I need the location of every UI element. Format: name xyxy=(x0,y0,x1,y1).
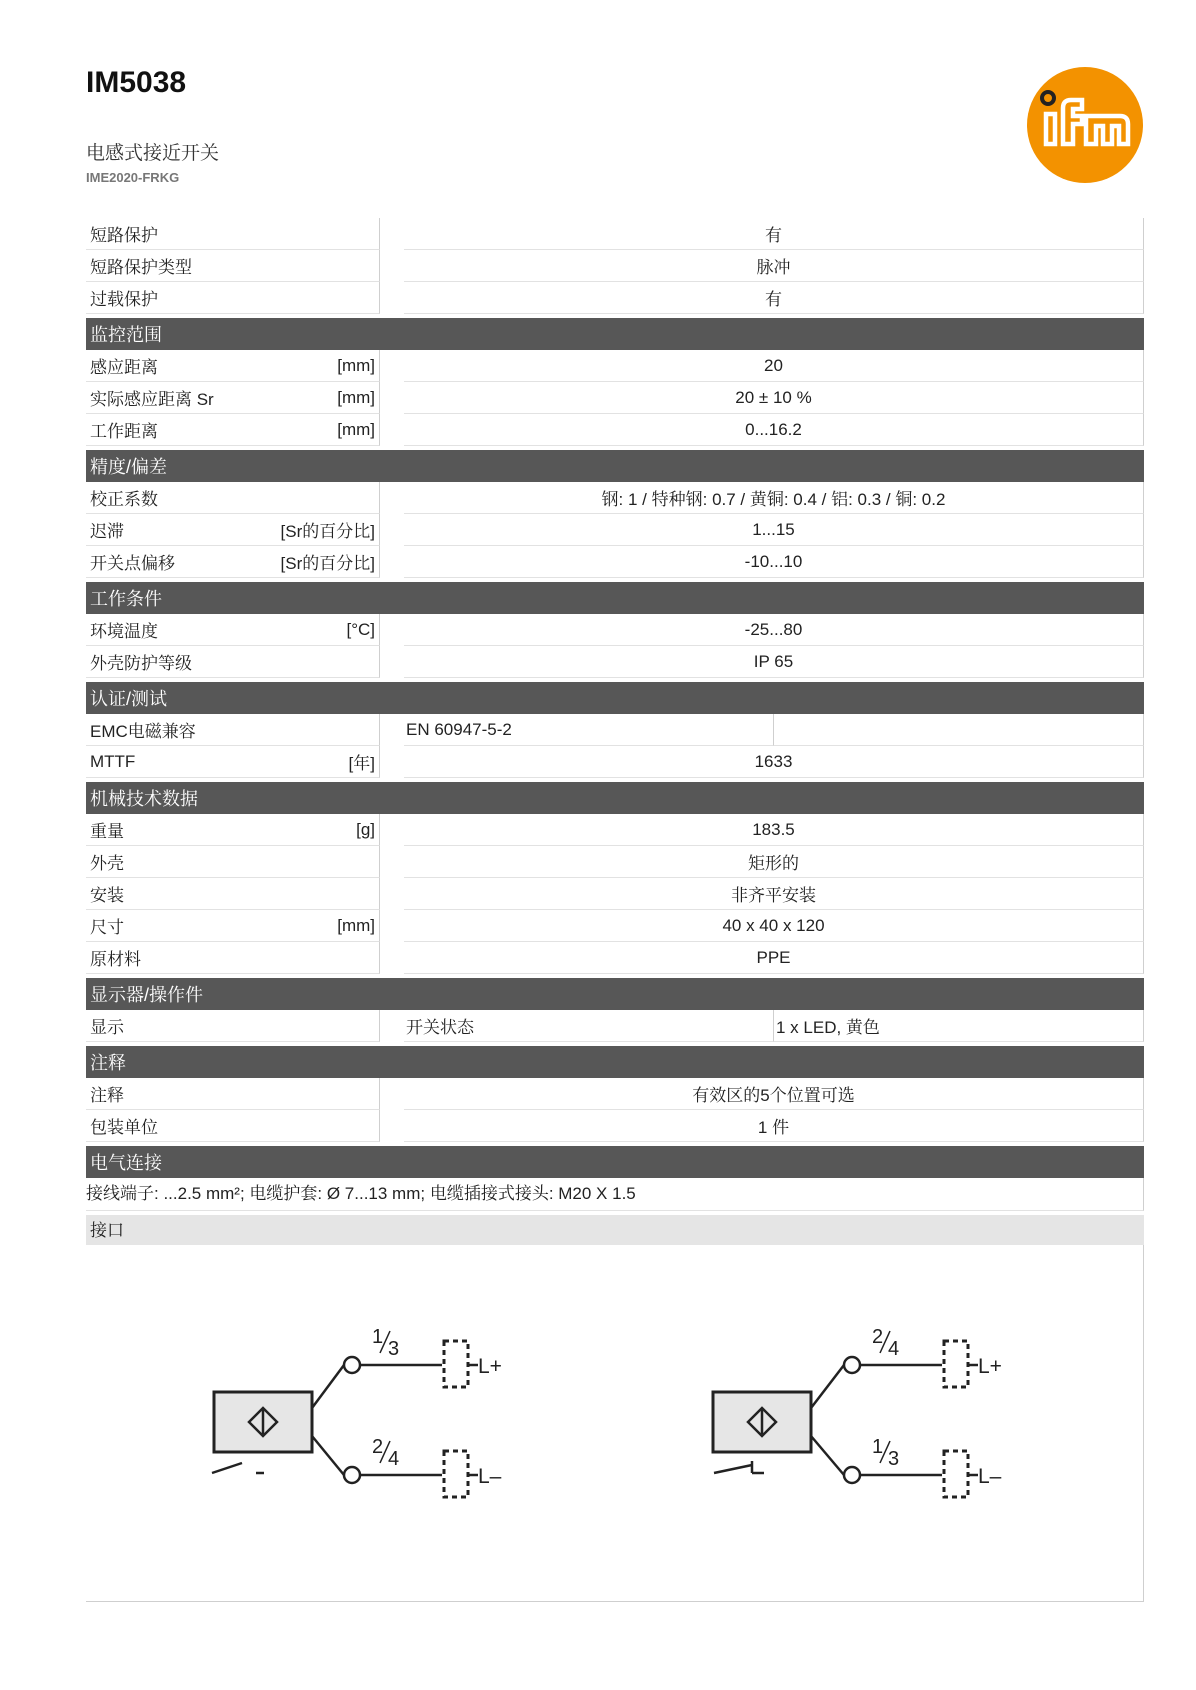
section-header-display: 显示器/操作件 xyxy=(86,978,1144,1010)
row-value: 1 件 xyxy=(404,1110,1144,1142)
row-unit: [Sr的百分比] xyxy=(280,522,375,541)
row-value: 1 x LED, 黄色 xyxy=(774,1010,1144,1042)
wiring-diagrams xyxy=(86,1245,1144,1601)
terminal-upper-den-left: 3 xyxy=(388,1338,400,1360)
spec-row xyxy=(86,814,1144,846)
row-sublabel: 开关状态 xyxy=(404,1010,774,1042)
row-label: 安装 xyxy=(90,886,124,905)
row-value: PPE xyxy=(404,942,1144,974)
row-label: 工作距离 xyxy=(90,422,158,441)
row-value: 有 xyxy=(404,218,1144,250)
row-unit: [年] xyxy=(348,754,375,773)
row-value: 183.5 xyxy=(404,814,1144,846)
row-label: 包装单位 xyxy=(90,1118,158,1137)
row-label: 显示 xyxy=(90,1018,124,1037)
product-subtitle: 电感式接近开关 xyxy=(86,143,220,164)
row-value: EN 60947-5-2 xyxy=(404,714,774,746)
row-value: 有 xyxy=(404,282,1144,314)
row-label: 开关点偏移 xyxy=(90,554,175,573)
row-label: 过载保护 xyxy=(90,290,158,309)
spec-row xyxy=(86,514,1144,546)
section-header-notes: 注释 xyxy=(86,1046,1144,1078)
wiring-diagram-area xyxy=(86,1245,1144,1602)
terminal-lower-den-right: 3 xyxy=(888,1448,900,1470)
terminal-upper-num-right: 2 xyxy=(872,1326,884,1348)
row-label: 环境温度 xyxy=(90,622,158,641)
row-label: 迟滞 xyxy=(90,522,124,541)
supply-plus-label-right: L+ xyxy=(978,1355,1002,1378)
spec-row xyxy=(86,1078,1144,1110)
wiring-diagram-right xyxy=(713,1326,1002,1497)
row-label: 注释 xyxy=(90,1086,124,1105)
row-unit: [mm] xyxy=(337,387,375,407)
row-value-empty xyxy=(774,714,1144,746)
section-header-electrical: 电气连接 xyxy=(86,1146,1144,1178)
spec-row xyxy=(86,282,1144,314)
spec-row xyxy=(86,746,1144,778)
supply-minus-label-left: L– xyxy=(478,1465,502,1488)
spec-row xyxy=(86,942,1144,974)
spec-row xyxy=(86,878,1144,910)
row-value: 有效区的5个位置可选 xyxy=(404,1078,1144,1110)
row-value: -10...10 xyxy=(404,546,1144,578)
row-value: 矩形的 xyxy=(404,846,1144,878)
terminal-upper-num-left: 1 xyxy=(372,1326,384,1348)
row-label: EMC电磁兼容 xyxy=(90,722,196,741)
row-value: 1...15 xyxy=(404,514,1144,546)
product-code: IME2020-FRKG xyxy=(86,170,180,185)
row-unit: [Sr的百分比] xyxy=(280,554,375,573)
spec-row xyxy=(86,546,1144,578)
section-header-operating: 工作条件 xyxy=(86,582,1144,614)
row-unit: [mm] xyxy=(337,915,375,935)
row-value: 20 ± 10 % xyxy=(404,382,1144,414)
terminal-lower-num-right: 1 xyxy=(872,1436,884,1458)
spec-row xyxy=(86,614,1144,646)
spec-row xyxy=(86,218,1144,250)
row-value: 非齐平安装 xyxy=(404,878,1144,910)
row-label: 尺寸 xyxy=(90,918,124,937)
row-value: 钢: 1 / 特种钢: 0.7 / 黄铜: 0.4 / 铝: 0.3 / 铜: 0.2 xyxy=(404,482,1144,514)
row-value: 40 x 40 x 120 xyxy=(404,910,1144,942)
section-header-mechanical: 机械技术数据 xyxy=(86,782,1144,814)
section-header-approvals: 认证/测试 xyxy=(86,682,1144,714)
section-header-monitoring: 监控范围 xyxy=(86,318,1144,350)
spec-row xyxy=(86,846,1144,878)
row-value: 20 xyxy=(404,350,1144,382)
row-unit: [mm] xyxy=(337,355,375,375)
spec-row-display xyxy=(86,1010,1144,1042)
row-unit: [mm] xyxy=(337,419,375,439)
row-label: 短路保护类型 xyxy=(90,258,192,277)
electrical-connection-text: 接线端子: ...2.5 mm²; 电缆护套: Ø 7...13 mm; 电缆插接式接头: M20 X 1.5 xyxy=(86,1178,1144,1211)
row-value: -25...80 xyxy=(404,614,1144,646)
spec-row xyxy=(86,350,1144,382)
row-label: 感应距离 xyxy=(90,358,158,377)
row-unit: [°C] xyxy=(346,619,375,639)
row-value: 1633 xyxy=(404,746,1144,778)
row-label: 短路保护 xyxy=(90,226,158,245)
spec-row xyxy=(86,382,1144,414)
spec-row xyxy=(86,910,1144,942)
terminal-lower-num-left: 2 xyxy=(372,1436,384,1458)
section-header-interface: 接口 xyxy=(86,1215,1144,1245)
spec-row xyxy=(86,250,1144,282)
row-label: 重量 xyxy=(90,822,124,841)
product-title: IM5038 xyxy=(86,66,187,99)
row-label: 外壳 xyxy=(90,854,124,873)
wiring-diagram-left xyxy=(212,1326,502,1497)
terminal-lower-den-left: 4 xyxy=(388,1448,400,1470)
supply-minus-label-right: L– xyxy=(978,1465,1002,1488)
row-label: MTTF xyxy=(90,751,136,771)
row-label: 校正系数 xyxy=(90,490,158,509)
supply-plus-label-left: L+ xyxy=(478,1355,502,1378)
row-label: 实际感应距离 Sr xyxy=(90,390,214,409)
section-header-accuracy: 精度/偏差 xyxy=(86,450,1144,482)
spec-sheet xyxy=(86,218,1144,1602)
row-unit: [g] xyxy=(356,819,375,839)
spec-row xyxy=(86,646,1144,678)
spec-row xyxy=(86,482,1144,514)
row-label: 原材料 xyxy=(90,950,141,969)
ifm-logo xyxy=(1026,66,1144,184)
terminal-upper-den-right: 4 xyxy=(888,1338,900,1360)
spec-row-emc xyxy=(86,714,1144,746)
row-value: 脉冲 xyxy=(404,250,1144,282)
row-value: IP 65 xyxy=(404,646,1144,678)
spec-row xyxy=(86,1110,1144,1142)
row-value: 0...16.2 xyxy=(404,414,1144,446)
row-label: 外壳防护等级 xyxy=(90,654,192,673)
spec-row xyxy=(86,414,1144,446)
